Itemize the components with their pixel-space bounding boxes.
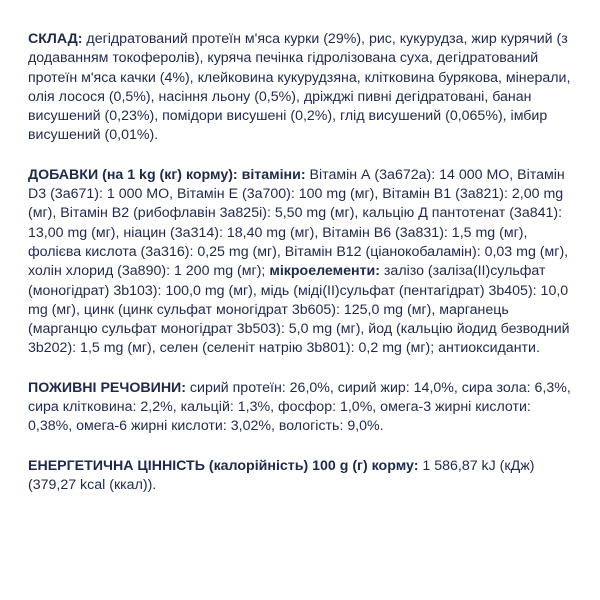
energy-heading: ЕНЕРГЕТИЧНА ЦІННІСТЬ (калорійність) 100 g (г) корму: bbox=[28, 457, 419, 474]
energy-section bbox=[28, 457, 576, 496]
nutrients-text: сирий протеїн: 26,0%, сирий жир: 14,0%, сира зола: 6,3%, сира клітковина: 2,2%, кальцій: 1,3%, фосфор: 1,0%, омега-3 жирні кислоти: 0,38%, омега-6 жирні кислоти: 3,02%, вологість: 9,0%. bbox=[28, 379, 571, 435]
microelements-text: залізо (заліза(ІІ)сульфат (моногідрат) 3b103): 100,0 mg (мг), мідь (міді(ІІ)сульфат (пентагідрат) 3b405): 10,0 mg (мг), цинк (цинк сульфат моногідрат 3b605): 125,0 mg (мг), марганець (марганцю сульфат моногідрат 3b503): 5,0 mg (мг), йод (кальцію йодид безводний 3b202): 1,5 mg (мг), селен (селеніт натрію 3b801): 0,2 mg (мг); антиоксиданти. bbox=[28, 263, 570, 357]
nutrients-heading: ПОЖИВНІ РЕЧОВИНИ: bbox=[28, 379, 186, 396]
composition-text: дегідратований протеїн м'яса курки (29%), рис, кукурудза, жир курячий (з додаванням токоферолів), куряча печінка гідролізована суха, дегідратований протеїн м'яса качки (4%), клейковина кукурудзяна, клітковина бурякова, мінерали, олія лосося (0,5%), насіння льону (0,5%), дріжджі пивні дегідратовані, банан висушений (0,23%), помідори висушені (0,2%), глід висушений (0,065%), імбир висушений (0,01%). bbox=[28, 31, 571, 144]
microelements-subheading: мікроелементи: bbox=[265, 263, 380, 280]
composition-section bbox=[28, 30, 576, 146]
product-label-text bbox=[28, 30, 576, 495]
additives-heading: ДОБАВКИ (на 1 kg (кг) корму): bbox=[28, 166, 238, 183]
vitamins-subheading: вітаміни: bbox=[237, 166, 306, 183]
composition-heading: СКЛАД: bbox=[28, 31, 83, 47]
additives-section bbox=[28, 166, 576, 359]
energy-text: 1 586,87 kJ (кДж) (379,27 kcal (ккал)). bbox=[28, 457, 535, 493]
vitamins-text: Вітамін А (3а672а): 14 000 МО, Вітамін D3 (3а671): 1 000 МО, Вітамін Е (3а700): 100 mg (мг), Вітамін В1 (3а821): 2,00 mg (мг), Вітамін В2 (рибофлавін 3а825і): 5,50 mg (мг), кальцію Д пантотенат (3а841): 13,00 mg (мг), ніацин (3а314): 18,40 mg (мг), Вітамін В6 (3а831): 1,5 mg (мг), фолієва кислота (3а316): 0,25 mg (мг), Вітамін В12 (ціанокобаламін): 0,03 mg (мг), холін хлорид (3а890): 1 200 mg (мг); bbox=[28, 166, 569, 280]
nutrients-section bbox=[28, 379, 576, 437]
